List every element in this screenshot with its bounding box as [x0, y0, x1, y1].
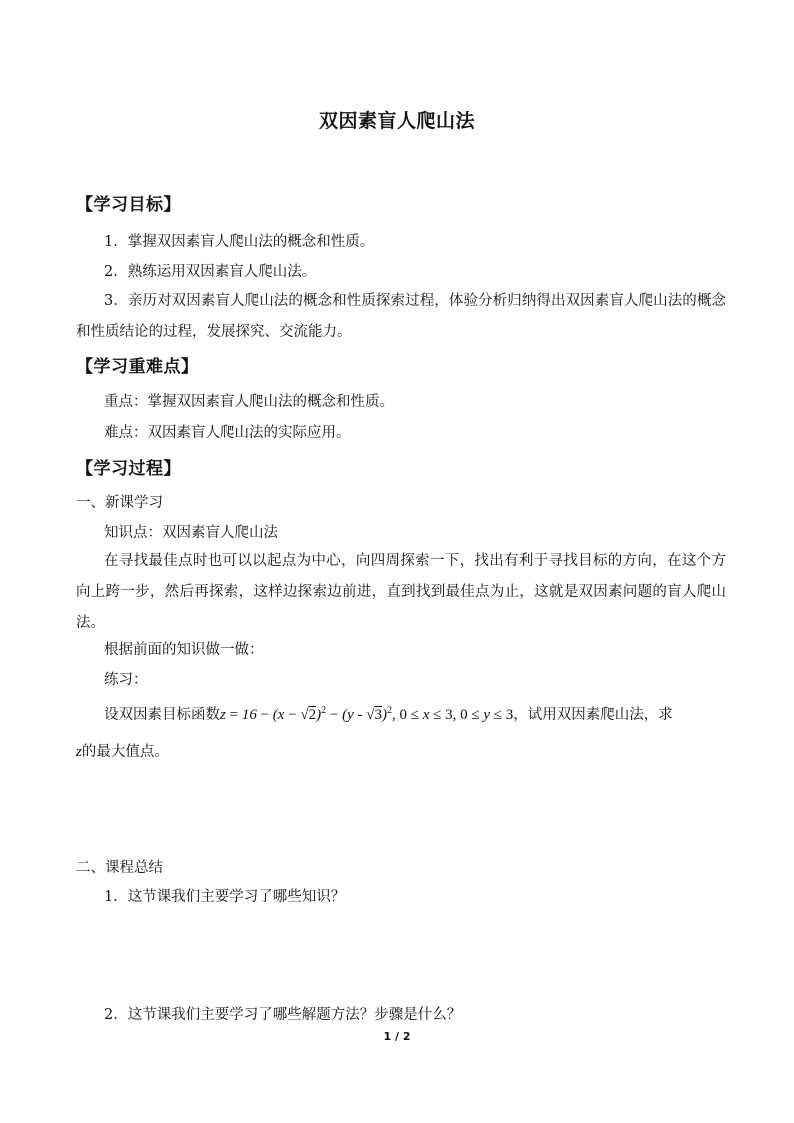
exercise-prefix: 设双因素目标函数 — [104, 707, 220, 723]
page-title: 双因素盲人爬山法 — [318, 110, 475, 132]
objectives-heading: 【学习目标】 — [76, 195, 181, 215]
part2-title: 二、课程总结 — [76, 860, 163, 876]
key-point-focus: 重点：掌握双因素盲人爬山法的概念和性质。 — [104, 394, 394, 410]
objective-item-2: 2．熟练运用双因素盲人爬山法。 — [104, 264, 317, 280]
key-points-heading: 【学习重难点】 — [76, 357, 199, 377]
exercise-line — [104, 701, 673, 725]
process-heading: 【学习过程】 — [76, 459, 181, 479]
knowledge-point-label: 知识点：双因素盲人爬山法 — [104, 525, 278, 541]
knowledge-text: 在寻找最佳点时也可以以起点为中心，向四周探索一下，找出有利于寻找目标的方向，在这个方向上跨一步，然后再探索，这样边探索边前进，直到找到最佳点为止，这就是双因素问题的盲人爬山法。 — [76, 553, 726, 631]
exercise-line-2 — [76, 742, 169, 762]
objective-item-3: 3．亲历对双因素盲人爬山法的概念和性质探索过程，体验分析归纳得出双因素盲人爬山法的概念和性质结论的过程，发展探究、交流能力。 — [76, 293, 726, 340]
exercise-end: 的最大值点。 — [81, 744, 169, 760]
summary-question-2: 2．这节课我们主要学习了哪些解题方法？步骤是什么？ — [104, 1007, 462, 1023]
variable-z: z — [76, 744, 82, 760]
summary-question-1: 1．这节课我们主要学习了哪些知识？ — [104, 889, 346, 905]
objective-function-formula: $z = 16 - (x - √2)^2 - (y - √3)^2$, 0 ≤ x ≤ 3, 0 ≤ y ≤ 3 — [220, 705, 514, 723]
objective-item-1: 1．掌握双因素盲人爬山法的概念和性质。 — [104, 234, 375, 250]
part1-title: 一、新课学习 — [76, 495, 163, 511]
page-number: 1 / 2 — [383, 1030, 411, 1043]
practice-intro: 根据前面的知识做一做： — [104, 642, 264, 658]
key-point-difficulty: 难点：双因素盲人爬山法的实际应用。 — [104, 425, 351, 441]
exercise-suffix: ，试用双因素爬山法，求 — [513, 707, 673, 723]
practice-label: 练习： — [104, 672, 148, 688]
